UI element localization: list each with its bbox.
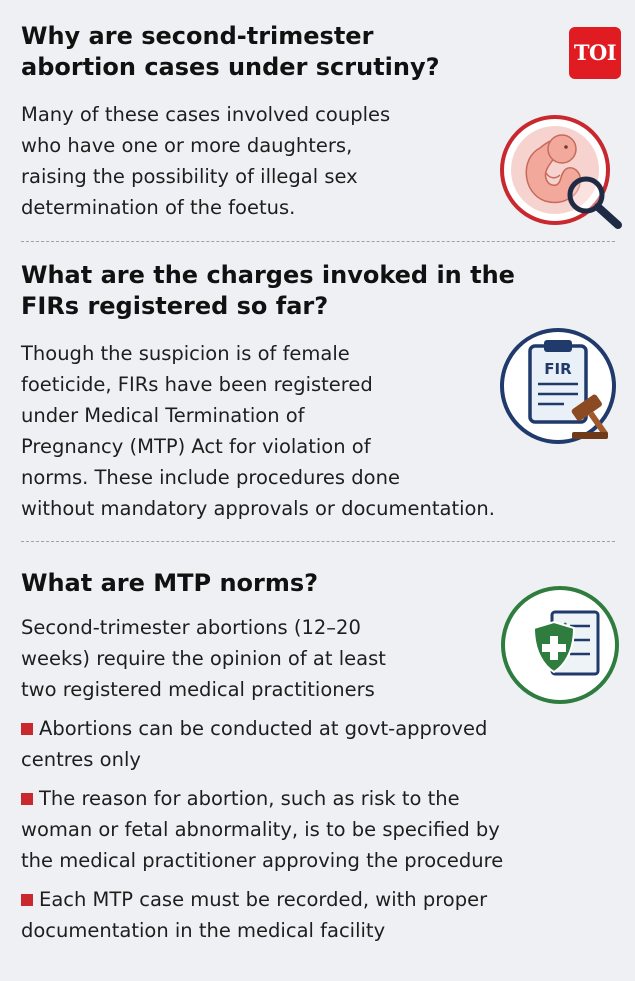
- bullet-line: Abortions can be conducted at govt-approved: [39, 717, 488, 740]
- section3-body-line: Second-trimester abortions (12–20: [21, 616, 361, 639]
- fir-clipboard-gavel-icon: [498, 328, 623, 448]
- section1-body-line: determination of the foetus.: [21, 196, 296, 219]
- bullet-item: [21, 713, 611, 775]
- section1-body-line: who have one or more daughters,: [21, 134, 353, 157]
- bullet-line: the medical practitioner approving the procedure: [21, 849, 504, 872]
- section2-body-line: under Medical Termination of: [21, 404, 305, 427]
- section3-body-line: weeks) require the opinion of at least: [21, 647, 386, 670]
- bullet-line: woman or fetal abnormality, is to be specified by: [21, 818, 500, 841]
- bullet-line: The reason for abortion, such as risk to the: [39, 787, 460, 810]
- bullet-line: Each MTP case must be recorded, with proper: [39, 888, 488, 911]
- bullet-square-icon: [21, 723, 33, 735]
- section1-body-line: raising the possibility of illegal sex: [21, 165, 358, 188]
- section-divider: [21, 241, 615, 242]
- section1-body: [21, 99, 390, 223]
- bullet-item: [21, 783, 611, 876]
- bullet-line: centres only: [21, 748, 141, 771]
- shield-checklist-icon: [500, 584, 622, 706]
- toi-logo: TOI: [569, 27, 621, 79]
- bullet-line: documentation in the medical facility: [21, 919, 386, 942]
- section1-body-line: Many of these cases involved couples: [21, 103, 391, 126]
- section2-body-line: norms. These include procedures done: [21, 466, 400, 489]
- section2-body: [21, 338, 495, 524]
- section2-heading-line2: FIRs registered so far?: [21, 292, 329, 320]
- section1-heading-line2: abortion cases under scrutiny?: [21, 53, 440, 81]
- foetus-magnifier-icon: [500, 113, 625, 233]
- section2-body-line: foeticide, FIRs have been registered: [21, 373, 373, 396]
- section2-heading: [21, 260, 515, 322]
- section2-body-line: Though the suspicion is of female: [21, 342, 350, 365]
- bullet-square-icon: [21, 894, 33, 906]
- section-divider: [21, 541, 615, 542]
- section2-body-line: Pregnancy (MTP) Act for violation of: [21, 435, 371, 458]
- section1-heading-line1: Why are second-trimester: [21, 22, 374, 50]
- fir-label: FIR: [544, 360, 572, 378]
- section2-body-line: without mandatory approvals or documentation.: [21, 497, 495, 520]
- section2-heading-line1: What are the charges invoked in the: [21, 261, 515, 289]
- section1-heading: [21, 21, 440, 83]
- bullet-item: [21, 884, 611, 946]
- section3-body-line: two registered medical practitioners: [21, 678, 375, 701]
- section3-heading: What are MTP norms?: [21, 569, 319, 597]
- section3-body: [21, 612, 386, 705]
- bullet-square-icon: [21, 793, 33, 805]
